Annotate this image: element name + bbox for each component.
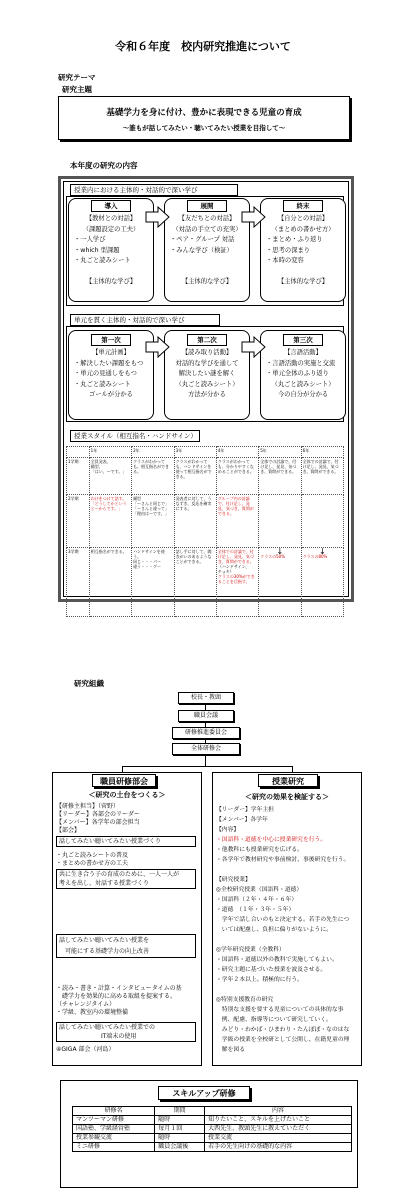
style-cell-line: 踊型、 [90,464,103,469]
style-cell [89,548,131,617]
subgroup-3-line: 話してみたい聴いてみたい授業を [59,937,150,944]
skill-cell: 若手の先生向けの基礎的な内容 [205,1143,352,1152]
lesson-research-line: 【内容】 [216,827,240,833]
lesson-research-line: ◎特別支援教育の研究 [216,997,274,1003]
staff-training-line: 礎学力を効果的に高める取組を提案する。 [56,993,177,1000]
down-arrow-icon: ↓ [318,547,326,556]
lesson-research-line: ・道徳 （１年・３年・５年） [216,907,295,913]
grade-header: 3年 [174,447,216,458]
lesson-research-line: ・他教科にも授業研究を広げる。 [216,847,303,853]
lesson-research-line: いては配慮し、負担に偏りがないように。 [216,927,332,933]
style-cell-line: クラスがわかっても、相互指名ができる。 [133,459,170,474]
page-title: 令和６年度 校内研究推進について [115,40,291,53]
column-line: 【主体的な学び】 [277,278,329,285]
column-line: ・単元全体のふり返り [266,370,329,377]
style-cell-line: 話し手に対して、聞きがいのあるようなことができる。 [175,549,212,564]
style-cell [89,495,131,548]
column-line [70,267,152,278]
column-line: 【主体的な学び】 [181,278,233,285]
column-line: 【友だちとの対話】 [178,215,236,222]
staff-training-subtitle: ＜研究の土台をつくる＞ [88,791,166,799]
lesson-research-line: ・研究主題に基づいた授業を波及させる。 [216,967,327,973]
skill-cell: 職員会議後 [155,1143,205,1152]
skill-cell: 授業参観交流 [73,1134,155,1143]
lesson-research-title: 授業研究 [272,777,304,786]
style-cell-line: （ハンドサイン、 [217,564,250,569]
staff-training-line: ・丸ごと読みシートの普及 [56,852,129,859]
skill-cell: 毎月１回 [155,1125,205,1134]
style-cell [216,548,258,617]
lesson-research-line: 【メンバー】各学年 [216,817,268,823]
style-cell [216,458,258,495]
lesson-research-line: 【研究授業】 [216,877,251,883]
column-line: 方法が分かる [188,391,226,398]
skill-row [73,1125,352,1134]
lesson-research-line: 【リーダー】学年主担 [216,807,274,813]
part1-label-box [70,184,238,196]
style-cell-line: 「理由は～です。」 [133,511,169,516]
skill-cell: 随時 [155,1134,205,1143]
column-line: 【教材との対話】 [85,215,137,222]
style-cell [174,548,216,617]
column-line: ・ペア・グループ 対話 [170,236,235,243]
style-label: 授業スタイル（相互指名・ハンドサイン） [74,432,197,440]
arrow-icon [241,336,267,358]
column-line: 【主体的な学び】 [85,278,137,285]
skill-row [73,1116,352,1125]
skill-cell: マンツーマン研修 [73,1116,155,1125]
lesson-research-title-box [258,774,318,787]
style-cell-line: 違う・・・グー [133,564,162,569]
lesson-research-line: ・国語科・道徳を中心に授業研究を行う。 [216,837,327,843]
style-cell-line: 「はい、～です。」 [90,469,127,474]
skill-cell: 大西先生、教頭先生に教えていただく [205,1125,352,1134]
part2-label: 単元を貫く主体的・対話的で深い学び [74,316,185,324]
lesson-research-line: ◎学年研究授業（全教科） [216,947,285,953]
style-cell-line: 相互指名ができる。 [90,549,127,554]
all-staff-training-node: 全体研修会 [172,743,240,755]
theme-subheading: 研究主題 [62,85,92,94]
skill-cell: 随時 [155,1116,205,1125]
grade-header: 4年 [216,447,258,458]
column-line: ・思考の深まり [266,246,311,254]
staff-training-line: 【研修主担当】（菅野） [56,803,120,810]
column-line: ・言語活動の実施と交流 [266,359,336,367]
column-line: （丸ごと読みシート） [271,380,335,388]
column-line: 【読み取り活動】 [181,349,233,356]
column-line: ・which 型課題 [74,246,120,254]
staff-training-title-box [92,774,156,787]
style-cell-line: クラスがわかっても、分かりやすくなめることができる。 [217,459,254,474]
skill-header: 内容 [205,1107,352,1116]
subgroup-4-line: 話してみたい聴いてみたい授業での [59,1024,156,1031]
column-heading: 終末 [283,200,323,212]
theme-box [58,96,350,140]
lesson-research-line: 解を図る [216,1047,245,1053]
skill-cell: ミニ研修 [73,1143,155,1152]
grade-header: 6年 [301,447,343,458]
part2-label-box [70,314,220,326]
skill-title-box [158,1086,250,1100]
style-cell [132,548,175,617]
staff-meeting-node: 職員会議 [178,710,234,722]
staff-training-line: ・まとめの書かせ方の工夫 [56,860,129,867]
style-cell-line: 「～さんと同じで」 [133,501,170,506]
style-cell [259,495,301,548]
arrow-icon [145,336,171,358]
lesson-research-line [216,865,349,875]
style-cell [216,495,258,548]
column-line: （丸ごと読みシート） [175,380,239,388]
style-cell [174,458,216,495]
subgroup-box-3 [56,934,196,958]
lesson-research-subtitle: ＜研究の効果を検証する＞ [245,793,329,801]
column-heading: 第二次 [187,334,227,346]
style-cell [132,458,175,495]
down-arrow-icon: ↓ [276,547,284,556]
lesson-research-line: 特別な支援を要する児童についての具体的な事 [216,1007,344,1013]
style-cell-line: グループ内の討論で、付け足し、発見、気づき、質問ができる。 [217,496,254,516]
style-cell-line: 全体での討論で、付け足し、発見、気づき、質問ができる。 [302,459,339,474]
column-line: ・解決したい課題をもつ [74,359,144,367]
column-line: ・単元の見通しをもつ [74,370,137,377]
principal-node: 校長・教頭 [178,692,234,704]
style-cell [301,458,343,495]
staff-training-line: （チャレンジタイム） [56,1001,116,1008]
column-line: ・まとめ・ふり返り [266,236,323,243]
staff-training-line: 【メンバー】各学年の部会担当 [56,819,140,826]
lesson-research-line: ◎全校研究授業（国語科・道徳） [216,887,303,893]
column-line: 【自分との対話】 [277,215,329,222]
theme-heading: 研究テーマ [58,73,96,82]
subgroup-2-line: 考えを出し、対話する授業づくり [59,880,150,887]
column-heading: 展開 [187,200,227,212]
grade-header: 2年 [132,447,175,458]
lesson-research-line: 例、配慮、指導等について研究していく。 [216,1017,332,1023]
column-line [166,256,248,267]
content-heading: 本年度の研究の内容 [70,161,138,170]
column-line: 解決したい謎を解く [178,370,236,377]
grade-header: 1年 [89,447,131,458]
style-cell-line: クラスの50% [260,554,286,559]
staff-training-line: 【部会】 [56,827,81,834]
arrow-icon [145,206,171,228]
promotion-committee-node: 研修推進委員会 [172,727,240,739]
style-cell-line: 全体での討論で、付け足し、発見、気づき、質問ができる。 [260,459,297,474]
style-cell-line: 全員発表、 [90,459,111,464]
column-line: 【言語活動】 [284,349,322,356]
skill-cell: 知りたいこと、スキルを上げたいこと [205,1116,352,1125]
staff-training-line: 【リーダー】各部会のリーダー [56,811,141,818]
lesson-research-line: 学級の授業を全校研として公開し、在籍児童の理 [216,1037,350,1043]
style-cell [89,458,131,495]
skill-header: 期間 [155,1107,205,1116]
theme-main: 基礎学力を身に付け、豊かに表現できる児童の育成 [106,108,302,118]
lesson-research-line [216,935,349,945]
style-cell-line: クラスの30%ができることを目指す。 [217,574,255,584]
subgroup-box-2 [56,869,196,889]
part1-label: 授業内における主体的・対話的で深い学び [74,186,198,194]
skill-table [72,1106,352,1152]
column-heading: 第一次 [91,334,131,346]
subgroup-4-line: IT端末の使用 [59,1033,137,1040]
style-row [67,495,344,548]
style-cell-line: 踊型 [133,496,142,501]
lesson-research-line [216,985,349,995]
style-row [67,548,344,617]
style-cell [301,495,343,548]
skill-cell: 授業交流 [205,1134,352,1143]
column-line: 【単元計画】 [92,349,130,356]
lesson-research-line: ・国語科（２年・４年・６年） [216,897,298,903]
staff-training-line: ・学級、教室内の環境整備 [56,1009,129,1016]
style-cell-line: 全体での討論で、付け足し、発見、気づき、質問ができる。 [217,549,254,564]
column-line: 今の自分が分かる [277,391,329,398]
column-line: 対話的な学びを通して [175,359,239,367]
column-line: ・本時の変容 [266,257,304,264]
lesson-research-line: ・各学年で教材研究や事前検討、事後研究を行う。 [216,857,350,863]
style-cell [259,548,301,617]
staff-training-line: ・読み・書き・計算・インタビュータイムの基 [56,985,182,992]
style-cell [259,458,301,495]
subgroup-3-line: 可能にする基礎学力の向上改善 [59,948,150,955]
subgroup-1-text: 話してみたい聴いてみたい授業づくり [59,838,162,845]
skill-header: 研修名 [73,1107,155,1116]
column-line: ・みんな学び（検証） [170,246,233,254]
style-cell-line: チョキ） [217,569,234,574]
grade-header: 5年 [259,447,301,458]
lesson-research-line: 学年で話し合いのもと決定する。若手の先生につ [216,917,350,923]
subgroup-box-4 [56,1022,196,1042]
style-cell-line: 発表者に対して、うなずき、反応を確実にする。 [175,496,212,511]
skill-cell: 国語塾、学級経営塾 [73,1125,155,1134]
lesson-research-line: ・学年２本以上。積極的に行う。 [216,977,303,983]
style-cell-line: 「～さんと違って」 [133,506,170,511]
lesson-research-line: ・国語科・道徳以外の教科で実施してもよい。 [216,957,338,963]
column-line: ・丸ごと読みシート [74,380,131,388]
term-cell: 1学期 [67,458,90,495]
style-label-box [70,430,200,442]
subgroup-2-line: 共に生き合う子の育成のために、一人一人が [59,871,180,878]
staff-training-title: 職員研修部会 [100,777,148,786]
column-line: （課題設定の工夫） [82,225,140,233]
style-cell-line: わけをつけて話す。 [90,496,127,501]
column-line: ・一人学び [74,236,106,243]
theme-sub: ～誰もが話してみたい・聴いてみたい授業を目指して～ [122,124,286,132]
column-line: （対話の手立ての充実） [172,225,242,233]
column-line: （まとめの書かせ方） [271,225,335,233]
term-cell: 3学期 [67,548,90,617]
style-cell-line: ハンドサインを使う。 [133,549,165,559]
column-line: ゴールが分かる [89,391,133,398]
style-cell-line: 同じ・・・パー [133,559,162,564]
column-line [166,267,248,278]
style-cell-line: クラスの80% [302,554,328,559]
style-table [66,446,344,617]
column-line [262,267,344,278]
term-cell: 2学期 [67,495,90,548]
column-heading: 導入 [91,200,131,212]
skill-row [73,1143,352,1152]
skill-title: スキルアップ研修 [172,1089,236,1098]
lesson-research-line: みどり・わかば・ひまわり・たんぽぽ・なのはな [216,1027,350,1033]
subgroup-box-1 [56,836,196,847]
skill-row [73,1134,352,1143]
org-heading: 研究組織 [74,679,104,688]
style-row [67,458,344,495]
style-cell [174,495,216,548]
style-cell-line: クラスがわかっても、ハンドサインを使って相互指名ができる。 [175,459,212,479]
style-cell [132,495,175,548]
column-heading: 第三次 [283,334,323,346]
arrow-icon [241,206,267,228]
gigabu-label: ④GIGA 部会（河島） [56,1046,115,1053]
style-cell-line: 「どうしてかというと～からです。」 [90,501,127,511]
column-line: ・丸ごと読みシート [74,257,131,264]
style-cell [301,548,343,617]
